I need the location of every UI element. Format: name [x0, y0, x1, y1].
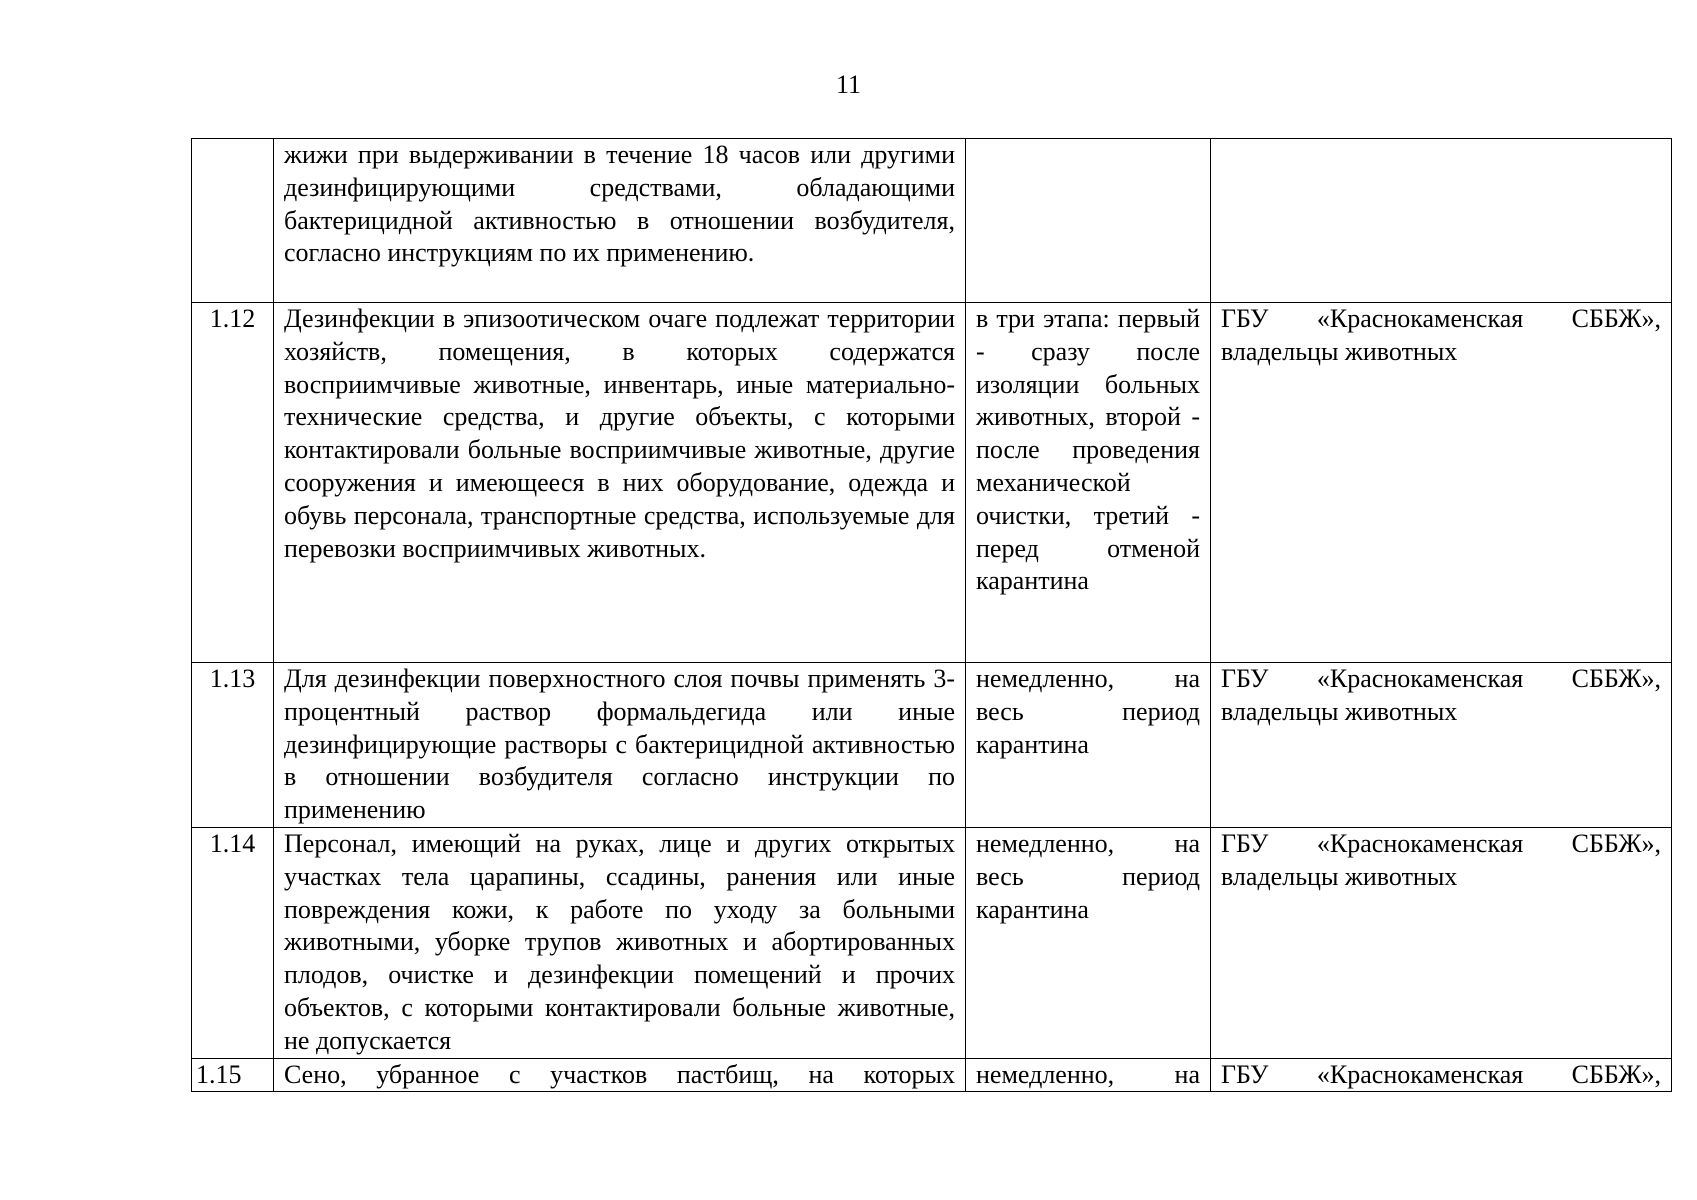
term-cell: в три этапа: первый - сразу после изоляции больных животных, второй - после проведения механической очистки, третий - перед отменой карантина: [966, 303, 1211, 663]
page-number: 11: [835, 70, 862, 99]
table-row: [192, 139, 1672, 303]
responsible-cell: [1211, 139, 1672, 303]
table-row: [192, 303, 1672, 663]
action-cell: жижи при выдерживании в течение 18 часов или другими дезинфицирующими средствами, обладающими бактерицидной активностью в отношении возбудителя, согласно инструкциям по их применению.: [274, 139, 966, 303]
table-row: [192, 663, 1672, 828]
action-cell: Сено, убранное с участков пастбищ, на которых: [274, 1058, 966, 1092]
action-cell: Дезинфекции в эпизоотическом очаге подлежат территории хозяйств, помещения, в которых содержатся восприимчивые животные, инвентарь, иные материально-технические средства, и другие объекты, с которыми контактировали больные восприимчивые животные, другие сооружения и имеющееся в них оборудование, одежда и обувь персонала, транспортные средства, используемые для перевозки восприимчивых животных.: [274, 303, 966, 663]
responsible-cell: ГБУ «Краснокаменская СББЖ», владельцы животных: [1211, 303, 1672, 663]
term-cell: немедленно, на весь период карантина: [966, 827, 1211, 1058]
row-number-cell: 1.15: [192, 1058, 274, 1092]
responsible-cell: ГБУ «Краснокаменская СББЖ»,: [1211, 1058, 1672, 1092]
action-cell: Для дезинфекции поверхностного слоя почвы применять 3-процентный раствор формальдегида или иные дезинфицирующие растворы с бактерицидной активностью в отношении возбудителя согласно инструкции по применению: [274, 663, 966, 828]
measures-table: [191, 138, 1672, 1092]
term-cell: [966, 139, 1211, 303]
row-number-cell: [192, 139, 274, 303]
row-number-cell: 1.13: [192, 663, 274, 828]
responsible-cell: ГБУ «Краснокаменская СББЖ», владельцы животных: [1211, 663, 1672, 828]
row-number-cell: 1.12: [192, 303, 274, 663]
row-number-cell: 1.14: [192, 827, 274, 1058]
table-row: [192, 1058, 1672, 1092]
term-cell: немедленно, на: [966, 1058, 1211, 1092]
responsible-cell: ГБУ «Краснокаменская СББЖ», владельцы животных: [1211, 827, 1672, 1058]
table-row: [192, 827, 1672, 1058]
term-cell: немедленно, на весь период карантина: [966, 663, 1211, 828]
action-cell: Персонал, имеющий на руках, лице и других открытых участках тела царапины, ссадины, ранения или иные повреждения кожи, к работе по уходу за больными животными, уборке трупов животных и абортированных плодов, очистке и дезинфекции помещений и прочих объектов, с которыми контактировали больные животные, не допускается: [274, 827, 966, 1058]
